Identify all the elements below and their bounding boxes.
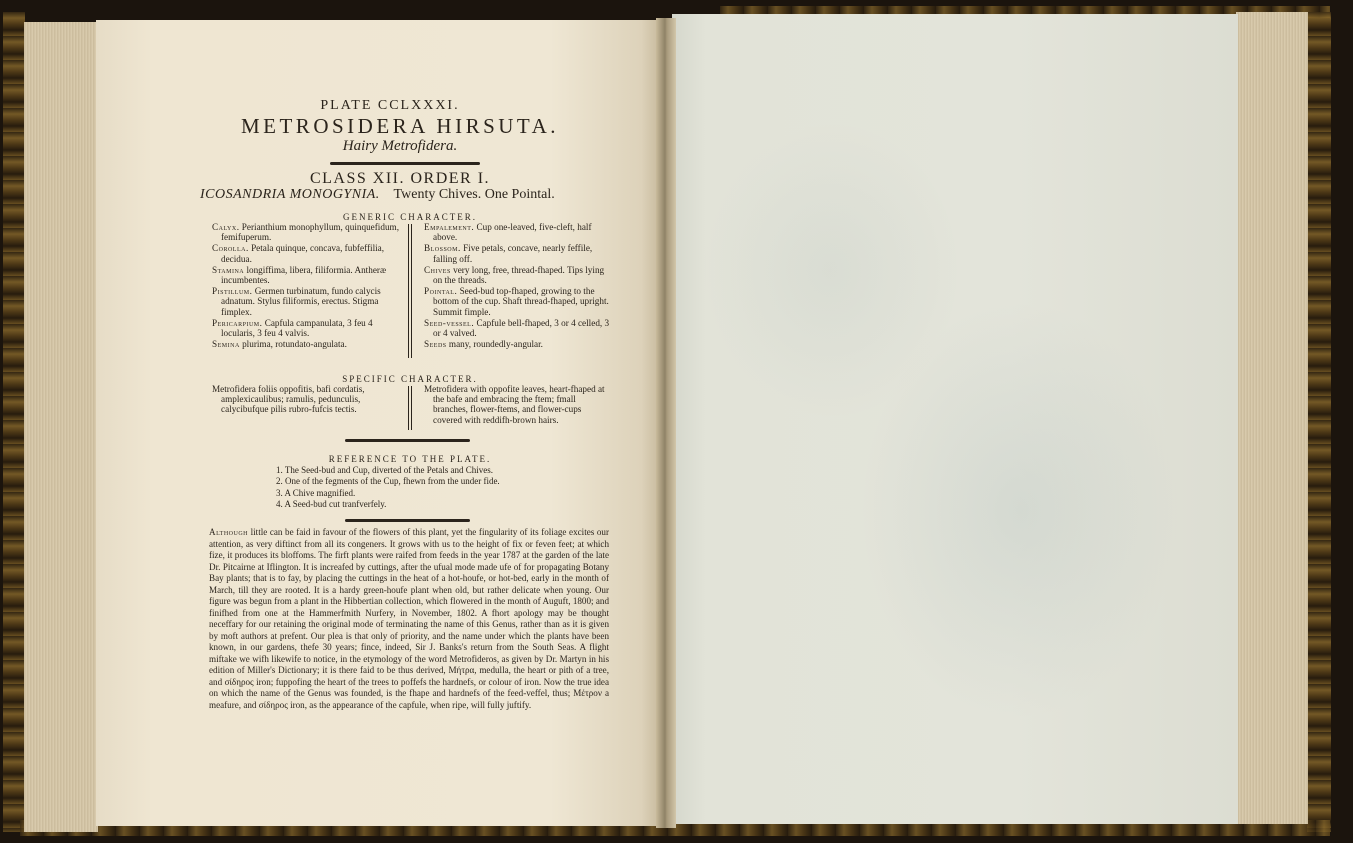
body-text: little can be faid in favour of the flowers of this plant, yet the fingularity of its foliage excites our attention, as very diftinct from all its congeners. It grows with us to the height of fix or feven feet; at which fize, it produces its bloffoms. The firft plants were raifed from feeds in the year 1787 at the garden of the late Dr. Pitcairne at Iflington. It is increafed by cuttings, after the ufual mode made ufe of for propagating Botany Bay plants; that is to fay, by placing the cuttings in the heat of a hot-houfe, or hot-bed, early in the month of March, till they are rooted. It is a hardy green-houfe plant when old, but rather delicate when young. Our figure was begun from a plant in the Hibbertian collection, which flowered in the month of Auguft, 1800; and finifhed from one at the Hammerfmith Nurfery, in November, 1802. A fhort apology may be thought neceffary for our retaining the original mode of terminating the name of this Genus, rather than as it is given by moft authors at prefent. Our plea is that only of priority, and the name under which the plants have been known, in our gardens, thefe 30 years; fince, indeed, Sir J. Banks's return from the South Seas. A flight miftake we wifh likewife to notice, in the etymology of the word Metrofideros, as given by Dr. Martyn in his edition of Miller's Dictionary; it is there faid to be thus derived, Μήτρα, medulla, the heart or pith of a tree, and σίδηρος iron; fuppofing the heart of the trees to poffefs the hardnefs, or colour of iron. Now the true idea on which the name of the Genus was founded, is the fhape and hardnefs of the feed-veffel, thus; Μέτρον a meafure, and σίδηρος iron, as the appearance of the capfule, when ripe, will fully juftify. — [209, 527, 610, 710]
page-edges-right — [1236, 12, 1308, 824]
ornament-rule-3 — [345, 519, 470, 522]
order-line — [200, 187, 620, 203]
reference-item: 4. A Seed-bud cut tranfverfely. — [276, 499, 387, 510]
generic-english-term: Seed-vessel. — [424, 317, 475, 328]
reference-item: 1. The Seed-bud and Cup, diverted of the Petals and Chives. — [276, 465, 494, 475]
ornament-rule-2 — [345, 439, 470, 442]
reference-list — [276, 465, 576, 511]
gilt-border-right — [1307, 12, 1331, 832]
generic-english-entry — [424, 222, 610, 242]
generic-latin-term: Semina — [212, 339, 240, 350]
column-divider-2 — [411, 224, 412, 358]
specific-heading: SPECIFIC CHARACTER. — [342, 374, 478, 384]
generic-latin-entry — [212, 339, 404, 349]
latin-order: ICOSANDRIA MONOGYNIA. — [200, 187, 380, 202]
generic-latin-entry — [212, 243, 404, 263]
generic-latin-term: Calyx. — [212, 222, 240, 232]
generic-latin-term: Pericarpium. — [212, 317, 263, 328]
generic-english-text: Seed-bud top-fhaped, growing to the bottom of the cup. Shaft thread-fhaped, upright. Summit fimple. — [433, 286, 609, 317]
class-order: CLASS XII. ORDER I. — [309, 170, 491, 187]
generic-latin-text: Capfula campanulata, 3 feu 4 locularis, 3 feu 4 valvis. — [221, 317, 373, 339]
reference-item: 2. One of the fegments of the Cup, fhewn from the under fide. — [276, 476, 500, 487]
generic-latin-entry — [212, 286, 404, 317]
generic-english-entry — [424, 339, 610, 349]
column-divider — [408, 224, 409, 358]
specific-english — [424, 384, 610, 426]
generic-english-term: Seeds — [424, 339, 447, 350]
gilt-border-left — [3, 12, 25, 832]
specific-divider-2 — [411, 386, 412, 430]
generic-latin-term: Corolla. — [212, 243, 249, 254]
generic-english-term: Chives — [424, 264, 451, 275]
generic-english-text: very long, free, thread-fhaped. Tips lying on the threads. — [433, 264, 605, 286]
generic-latin-text: plurima, rotundato-angulata. — [242, 339, 347, 350]
plate-number: PLATE CCLXXXI. — [320, 98, 460, 113]
generic-latin-term: Stamina — [212, 264, 245, 275]
generic-latin-text: Germen turbinatum, fundo calycis adnatum. Stylus filiformis, erectus. Stigma fimplex. — [221, 286, 381, 317]
generic-english-text: Cup one-leaved, five-cleft, half above. — [433, 222, 592, 243]
reference-heading: REFERENCE TO THE PLATE. — [328, 454, 492, 464]
generic-heading: GENERIC CHARACTER. — [342, 212, 477, 222]
generic-english-entry — [424, 243, 610, 263]
generic-english-entry — [424, 286, 610, 317]
generic-english-term: Empalement. — [424, 222, 475, 232]
generic-latin-term: Pistillum. — [212, 286, 253, 297]
generic-english-column — [424, 222, 610, 350]
generic-english-text: Five petals, concave, nearly feffile, falling off. — [433, 243, 593, 264]
generic-latin-text: Perianthium monophyllum, quinquefidum, femifuperum. — [221, 222, 399, 243]
generic-english-term: Blossom. — [424, 243, 461, 254]
specific-latin — [212, 384, 404, 416]
book-gutter — [656, 18, 676, 828]
generic-latin-entry — [212, 318, 404, 338]
generic-latin-text: longiffima, libera, filiformia. Antheræ incumbentes. — [221, 264, 387, 286]
generic-english-term: Pointal. — [424, 286, 458, 297]
generic-latin-column — [212, 222, 404, 350]
generic-latin-entry — [212, 222, 404, 242]
title-ornament-rule — [330, 162, 480, 165]
generic-english-entry — [424, 318, 610, 338]
reference-item: 3. A Chive magnified. — [276, 487, 356, 498]
common-name: Hairy Metrofidera. — [342, 138, 458, 154]
body-paragraph — [209, 527, 609, 711]
generic-english-text: Capfule bell-fhaped, 3 or 4 celled, 3 or 4 valved. — [433, 317, 610, 339]
generic-english-entry — [424, 265, 610, 285]
page-stain-faint — [700, 120, 960, 420]
specific-divider — [408, 386, 409, 430]
page-edges-left — [24, 22, 98, 832]
dropcap-word: Although — [209, 527, 249, 537]
generic-english-text: many, roundedly-angular. — [448, 339, 543, 350]
specific-latin-text: Metrofidera foliis oppofitis, bafi cordatis, amplexicaulibus; ramulis, pedunculis, calycibufque pilis rubro-fufcis tectis. — [212, 384, 365, 415]
english-order: Twenty Chives. One Pointal. — [393, 187, 555, 202]
generic-latin-entry — [212, 265, 404, 285]
generic-latin-text: Petala quinque, concava, fubfeffilia, decidua. — [221, 243, 385, 264]
specific-english-text: Metrofidera with oppofite leaves, heart-fhaped at the bafe and embracing the ftem; fmall branches, flower-ftems, and flower-cups covered with reddifh-brown hairs. — [424, 384, 605, 425]
latin-title: METROSIDERA HIRSUTA. — [240, 114, 559, 138]
